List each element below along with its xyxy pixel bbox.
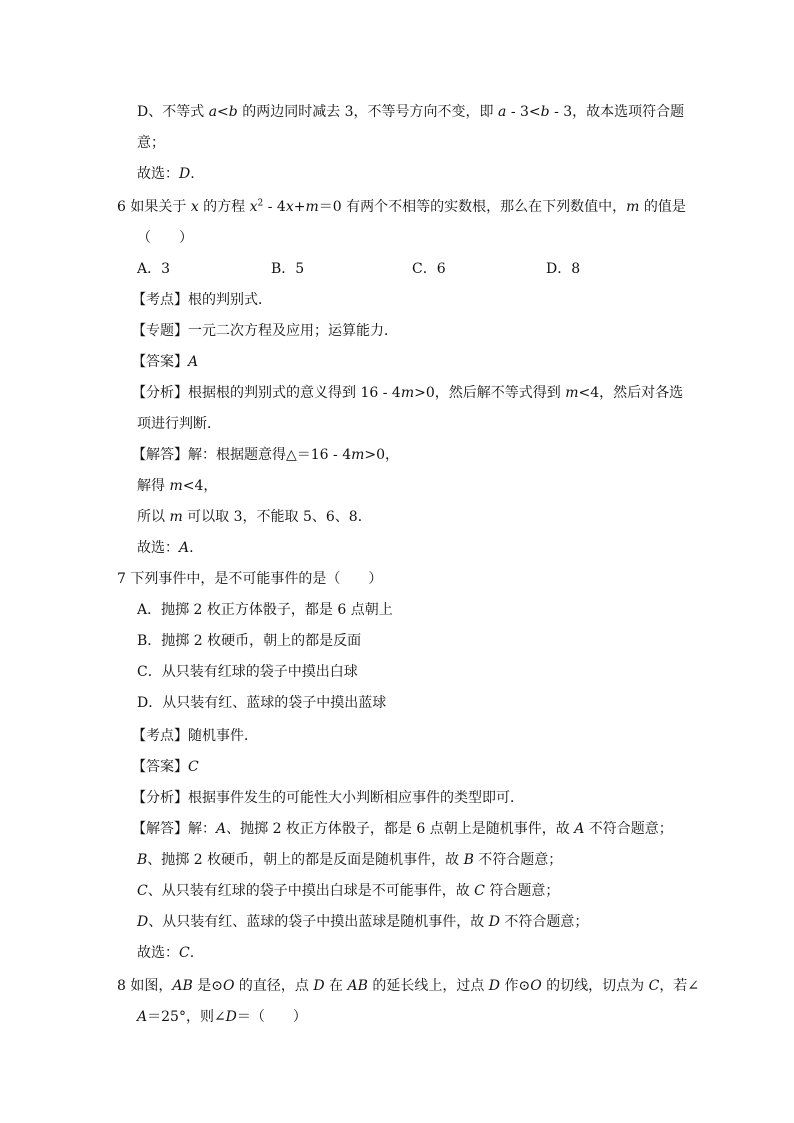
q5-option-d-line2: 意； <box>137 135 165 151</box>
q5-option-d-line: D、不等式 a<b 的两边同时减去 3，不等号方向不变，即 a - 3<b - 3，故本选项符合题 <box>137 104 685 120</box>
q6-option-a: A．3 <box>137 261 171 277</box>
q6-option-b: B．5 <box>271 261 305 277</box>
q6-jieda: 【解答】解：根据题意得△＝16 - 4m>0， <box>132 447 400 463</box>
q7-jieda-b: B、抛掷 2 枚硬币，朝上的都是反面是随机事件，故 B 不符合题意； <box>137 852 563 868</box>
q6-answer: 【答案】A <box>132 354 199 370</box>
q6-chosen: 故选：A. <box>137 540 194 556</box>
q6-option-c: C．6 <box>412 261 446 277</box>
q7-answer: 【答案】C <box>132 759 199 775</box>
q6-fenxi-cont: 项进行判断． <box>137 416 221 432</box>
q6-jieda-step3: 所以 m 可以取 3，不能取 5、6、8． <box>137 509 372 525</box>
q5-chosen: 故选：D. <box>137 166 195 182</box>
q6-fenxi: 【分析】根据根的判别式的意义得到 16 - 4m>0，然后解不等式得到 m<4，然后对各选 <box>132 385 684 401</box>
q7-fenxi: 【分析】根据事件发生的可能性大小判断相应事件的类型即可． <box>132 790 524 806</box>
q6-option-d: D．8 <box>546 261 581 277</box>
q7-stem: 7 下列事件中，是不可能事件的是（ ） <box>117 571 383 587</box>
q7-jieda-c: C、从只装有红球的袋子中摸出白球是不可能事件，故 C 符合题意； <box>137 883 560 899</box>
q7-chosen: 故选：C. <box>137 945 195 961</box>
q7-jieda-d: D、从只装有红、蓝球的袋子中摸出蓝球是随机事件，故 D 不符合题意； <box>137 914 589 930</box>
q6-zhuanti: 【专题】一元二次方程及应用；运算能力． <box>132 323 398 339</box>
q6-paren: （ ） <box>137 230 193 246</box>
q7-jieda-a: 【解答】解：A、抛掷 2 枚正方体骰子，都是 6 点朝上是随机事件，故 A 不符合题意； <box>132 821 673 837</box>
q7-option-b: B．抛掷 2 枚硬币，朝上的都是反面 <box>137 633 362 649</box>
q7-option-a: A．抛掷 2 枚正方体骰子，都是 6 点朝上 <box>137 602 393 618</box>
q8-stem-cont: A＝25°，则∠D＝（ ） <box>137 1009 307 1025</box>
q6-stem: 6 如果关于 x 的方程 $x^2 - 4x+m=0$ 有两个不相等的实数根，那么在下列数值中，m 的值是 <box>117 198 686 215</box>
q7-kaodian: 【考点】随机事件． <box>132 728 258 744</box>
q6-kaodian: 【考点】根的判别式． <box>132 292 272 308</box>
q7-option-c: C．从只装有红球的袋子中摸出白球 <box>137 664 358 680</box>
q8-stem: 8 如图，AB 是⊙O 的直径，点 D 在 AB 的延长线上，过点 D 作⊙O 的切线，切点为 C，若∠ <box>117 978 700 994</box>
q7-option-d: D．从只装有红、蓝球的袋子中摸出蓝球 <box>137 695 387 711</box>
q6-jieda-step2: 解得 m<4， <box>137 478 218 494</box>
